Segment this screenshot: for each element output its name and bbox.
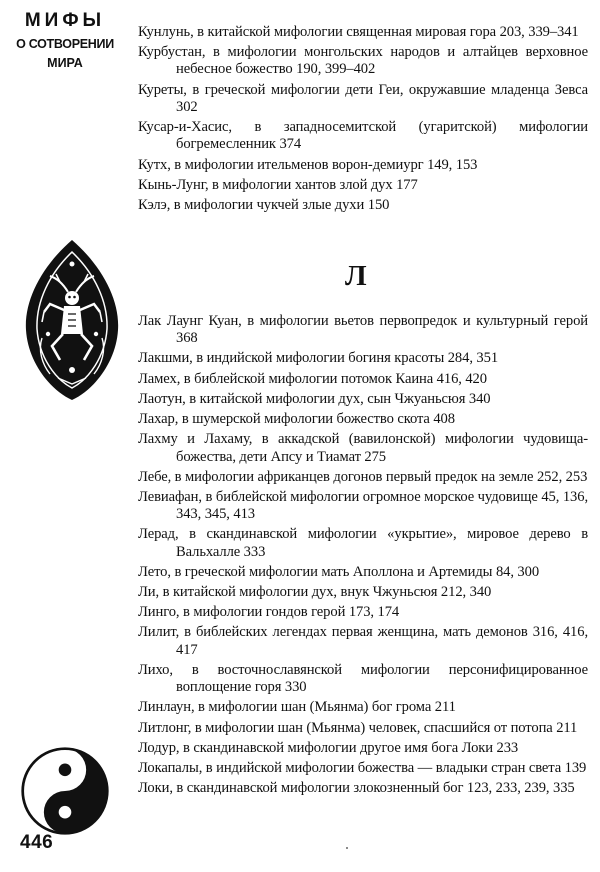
index-entry: Лахар, в шумерской мифологии божество скота 408 (138, 411, 455, 428)
index-entry: Куреты, в греческой мифологии дети Геи, окружавшие младенца Зевса 302 (138, 81, 588, 115)
index-entry: Ли, в китайской мифологии дух, внук Чжуньсюя 212, 340 (138, 584, 492, 601)
entries-k-list (138, 24, 588, 217)
index-entry: Лето, в греческой мифологии мать Аполлона и Артемиды 84, 300 (138, 563, 540, 580)
yin-yang-icon (20, 746, 110, 836)
index-entry: Лерад, в скандинавской мифологии «укрытие», мировое дерево в Вальхалле 333 (138, 526, 588, 560)
margin-book-title (6, 10, 124, 71)
index-entry: Курбустан, в мифологии монгольских народов и алтайцев верховное небесное божество 190, 399–402 (138, 44, 588, 78)
index-entry: Кунлунь, в китайской мифологии священная мировая гора 203, 339–341 (138, 24, 579, 40)
index-entry: Локи, в скандинавской мифологии злокозненный бог 123, 233, 239, 335 (138, 780, 575, 797)
index-entry: Линго, в мифологии гондов герой 173, 174 (138, 604, 400, 621)
section-letter-heading: Л (345, 260, 367, 292)
index-entry: Левиафан, в библейской мифологии огромное морское чудовище 45, 136, 343, 345, 413 (138, 488, 588, 523)
index-entry: Лак Лаунг Куан, в мифологии вьетов первопредок и культурный герой 368 (138, 313, 588, 347)
index-entry: Лахму и Лахаму, в аккадской (вавилонской) мифологии чудовища-божества, дети Апсу и Тиамат 275 (138, 431, 588, 465)
index-entry: Ламех, в библейской мифологии потомок Каина 416, 420 (138, 370, 487, 387)
index-entry: Лебе, в мифологии африканцев догонов первый предок на земле 252, 253 (138, 468, 588, 485)
index-entry: Кэлэ, в мифологии чукчей злые духи 150 (138, 197, 390, 214)
index-entry: Линлаун, в мифологии шан (Мьянма) бог грома 211 (138, 699, 456, 716)
print-speck (346, 847, 348, 849)
index-entry: Литлонг, в мифологии шан (Мьянма) человек, спасшийся от потопа 211 (138, 719, 578, 736)
index-entry: Лодур, в скандинавской мифологии другое имя бога Локи 233 (138, 739, 519, 756)
index-entry: Кутх, в мифологии ительменов ворон-демиург 149, 153 (138, 156, 478, 173)
entries-l-list (138, 313, 588, 800)
page-number: 446 (20, 832, 54, 853)
margin-title-line-3: МИРА (47, 56, 83, 71)
deity-ornament-icon (22, 238, 122, 402)
index-entry: Лихо, в восточнославянской мифологии персонифицированное воплощение горя 330 (138, 661, 588, 696)
margin-title-line-2: О СОТВОРЕНИИ (16, 36, 114, 51)
margin-title-line-1: МИФЫ (24, 10, 106, 31)
index-entry: Лакшми, в индийской мифологии богиня красоты 284, 351 (138, 350, 499, 367)
index-entry: Кусар-и-Хасис, в западносемитской (угаритской) мифологии богремесленник 374 (138, 119, 588, 153)
index-entry: Локапалы, в индийской мифологии божества — владыки стран света 139 (138, 759, 587, 776)
index-entry: Лилит, в библейских легендах первая женщина, мать демонов 316, 416, 417 (138, 624, 588, 658)
index-entry: Кынь-Лунг, в мифологии хантов злой дух 177 (138, 176, 418, 193)
index-entry: Лаотун, в китайской мифологии дух, сын Чжуаньсюя 340 (138, 390, 491, 407)
